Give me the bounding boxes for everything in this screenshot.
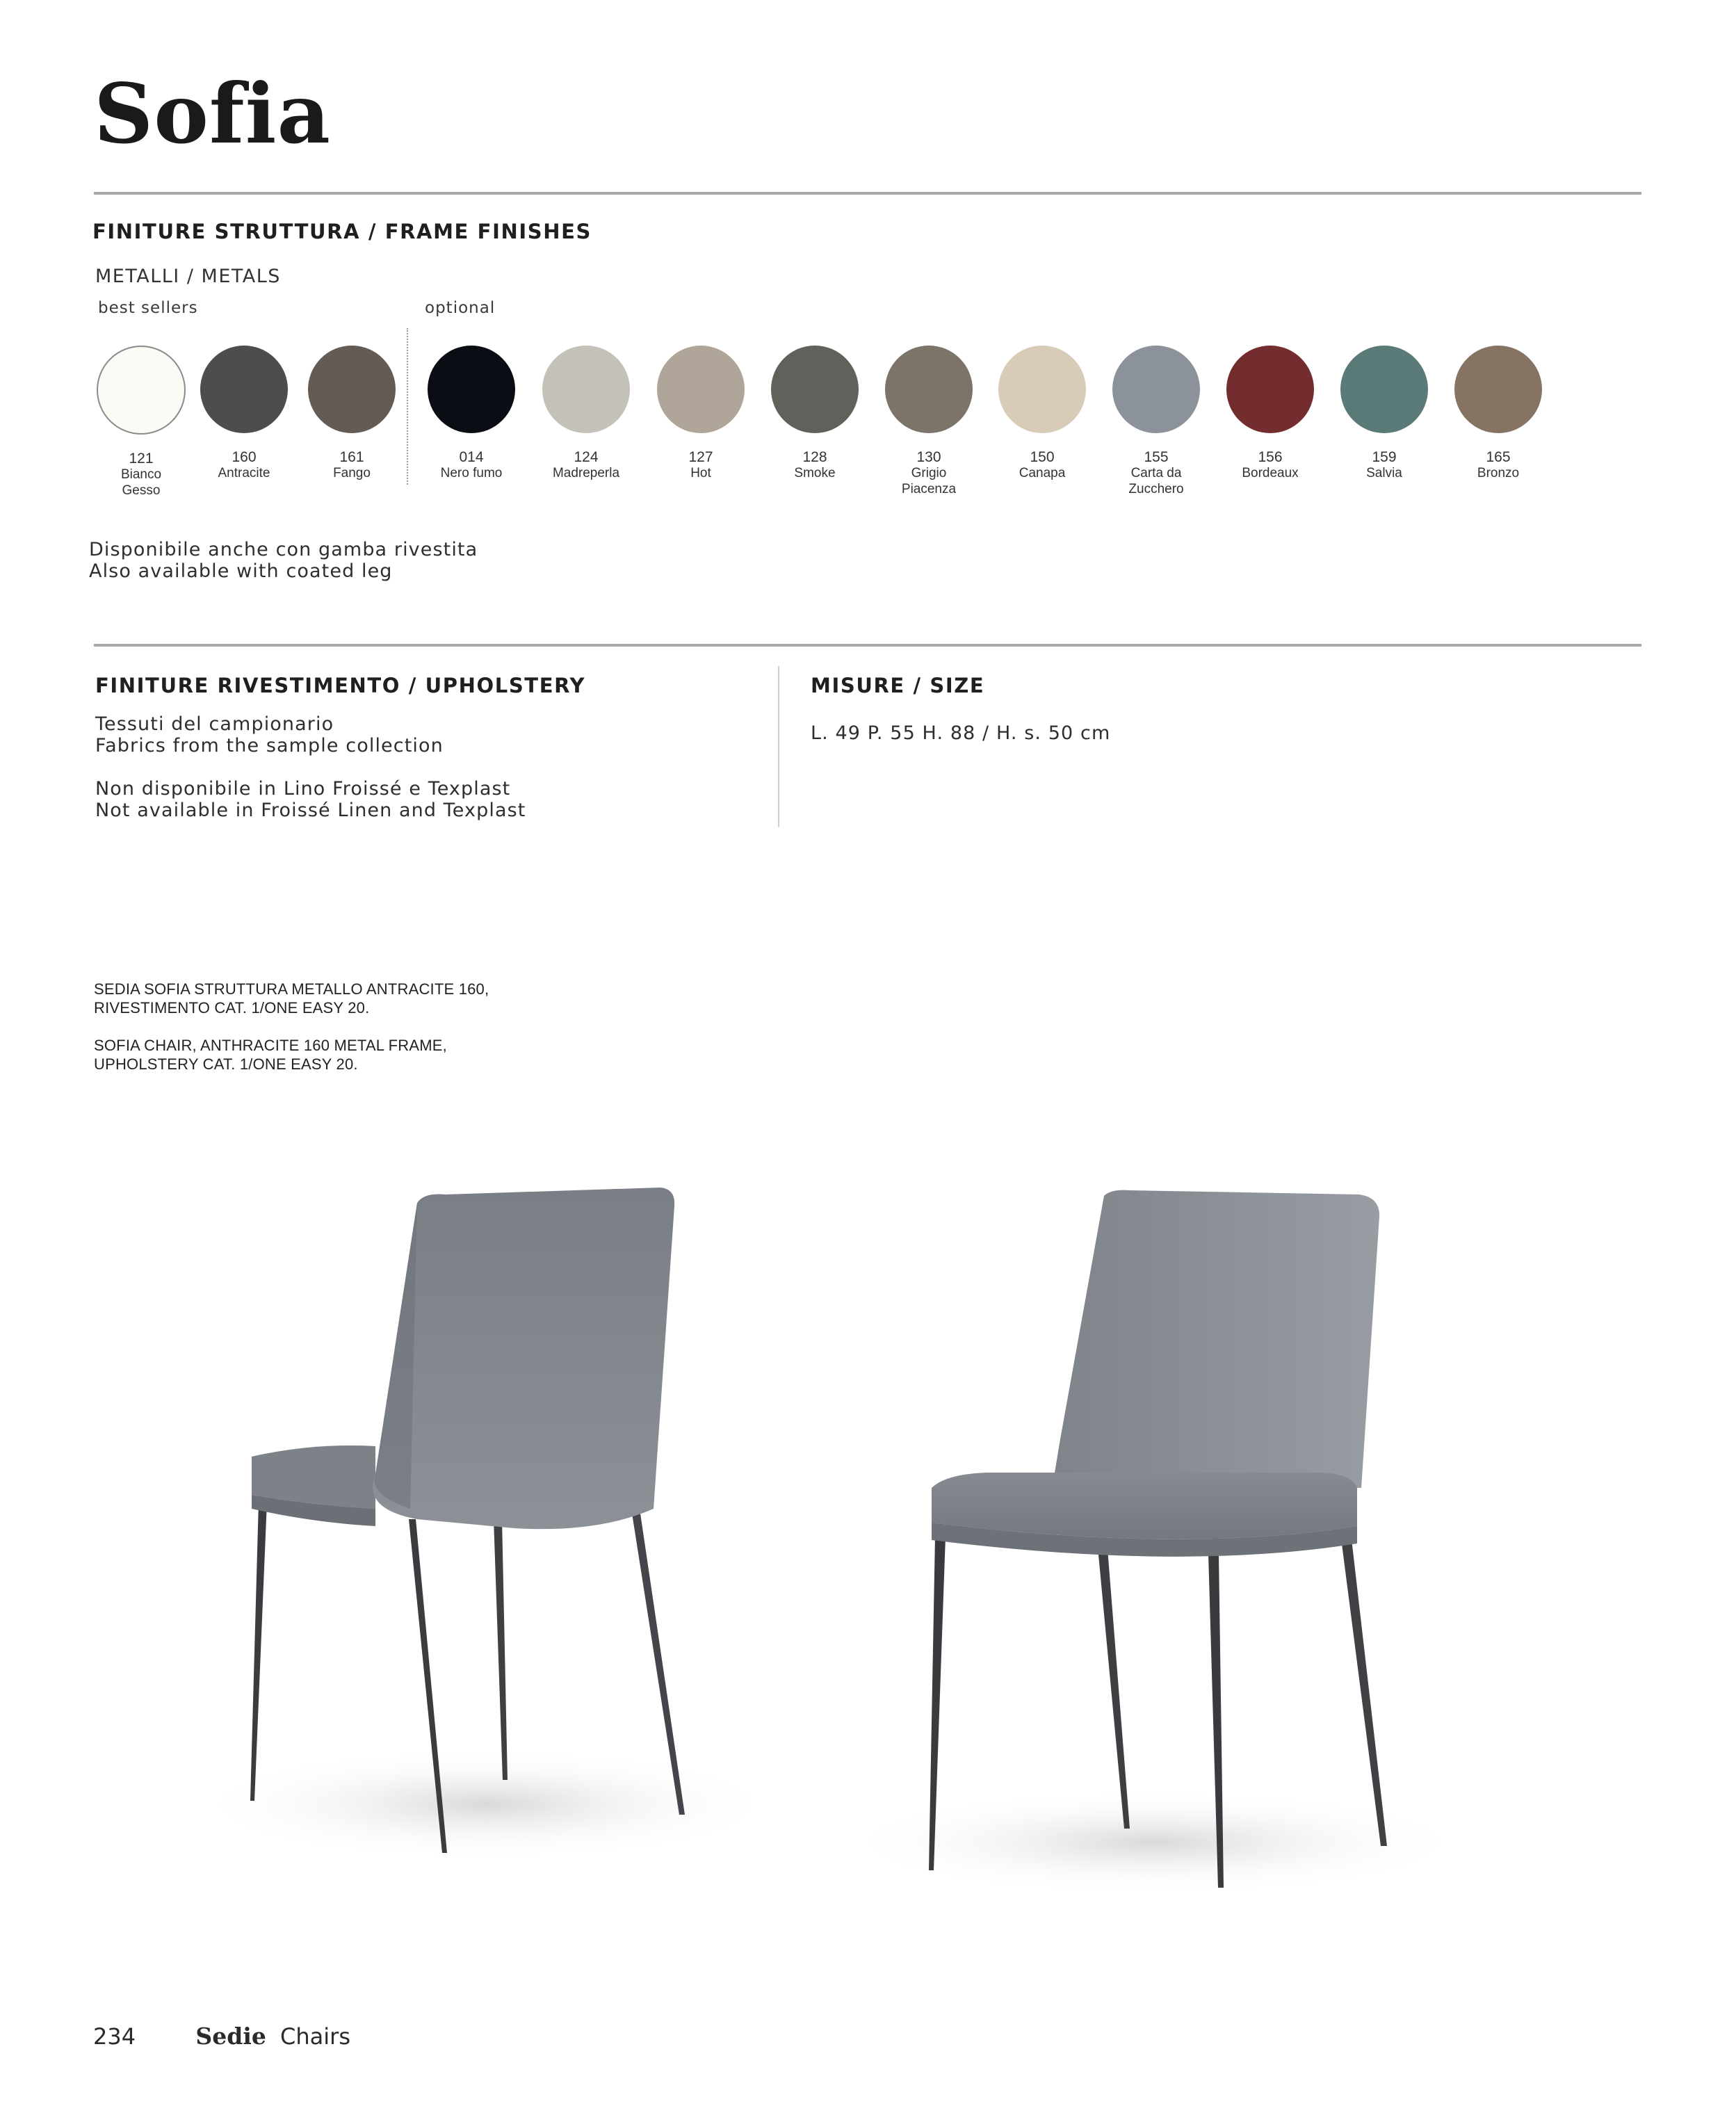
swatch-name: Madreperla (552, 466, 620, 480)
size-heading: MISURE / SIZE (811, 674, 985, 697)
swatch-name: Smoke (794, 466, 836, 480)
swatch-code: 159 (1372, 449, 1397, 465)
chair-back-view (195, 1188, 779, 1860)
color-swatch (308, 346, 396, 433)
coated-leg-note (89, 539, 478, 582)
upholstery-line: Tessuti del campionario (95, 713, 334, 735)
top-divider (94, 192, 1641, 195)
page-title: Sofia (94, 65, 331, 162)
color-swatch (657, 346, 745, 433)
size-value: L. 49 P. 55 H. 88 / H. s. 50 cm (811, 722, 1111, 744)
frame-finishes-heading: FINITURE STRUTTURA / FRAME FINISHES (92, 220, 592, 243)
metals-subheading: METALLI / METALS (95, 266, 281, 287)
color-swatch (200, 346, 288, 433)
swatch[interactable] (997, 346, 1087, 481)
photo-caption-it: SEDIA SOFIA STRUTTURA METALLO ANTRACITE 160, RIVESTIMENTO CAT. 1/ONE EASY 20. (94, 980, 489, 1016)
chair-front-view (841, 1190, 1467, 1895)
swatch[interactable] (541, 346, 631, 481)
swatch-name: Bianco Gesso (120, 467, 162, 498)
upholstery-heading: FINITURE RIVESTIMENTO / UPHOLSTERY (95, 674, 586, 697)
swatch-name: Grigio Piacenza (901, 466, 957, 496)
swatch-code: 014 (459, 449, 484, 465)
best-sellers-label: best sellers (98, 299, 198, 317)
section-label-it: Sedie (195, 2023, 266, 2050)
swatch-code: 150 (1030, 449, 1055, 465)
swatch-code: 121 (129, 451, 154, 467)
swatch-name: Hot (690, 466, 711, 480)
swatch-code: 156 (1258, 449, 1283, 465)
swatch[interactable] (656, 346, 746, 481)
swatch-code: 127 (688, 449, 713, 465)
color-swatch (1340, 346, 1428, 433)
page-footer (93, 2023, 350, 2050)
upholstery-line: Not available in Froissé Linen and Texplast (95, 800, 526, 821)
swatch-list (96, 346, 1584, 512)
section-label-en: Chairs (280, 2023, 350, 2050)
swatch-name: Carta da Zucchero (1128, 466, 1184, 496)
swatch[interactable] (96, 346, 186, 499)
swatch-code: 165 (1486, 449, 1511, 465)
color-swatch (1454, 346, 1542, 433)
swatch-code: 124 (574, 449, 599, 465)
upholstery-line: Non disponibile in Lino Froissé e Texplast (95, 778, 511, 800)
product-photo (0, 1147, 1736, 1968)
upholstery-text (95, 713, 526, 821)
swatch-name: Nero fumo (440, 466, 503, 480)
color-swatch (428, 346, 515, 433)
color-swatch (1112, 346, 1200, 433)
swatch[interactable] (199, 346, 289, 481)
swatch-code: 128 (802, 449, 827, 465)
optional-label: optional (425, 299, 496, 317)
swatch-name: Antracite (218, 466, 270, 480)
swatch-name: Canapa (1019, 466, 1066, 480)
color-swatch (998, 346, 1086, 433)
color-swatch (542, 346, 630, 433)
swatch[interactable] (1225, 346, 1315, 481)
swatch-code: 161 (339, 449, 364, 465)
color-swatch (1226, 346, 1314, 433)
column-divider (778, 666, 779, 827)
swatch[interactable] (1339, 346, 1429, 481)
color-swatch (771, 346, 859, 433)
coated-leg-note-it: Disponibile anche con gamba rivestita (89, 539, 478, 560)
middle-divider (94, 644, 1641, 647)
swatch[interactable] (1111, 346, 1201, 497)
page-number: 234 (93, 2023, 136, 2050)
photo-caption-en: SOFIA CHAIR, ANTHRACITE 160 METAL FRAME, UPHOLSTERY CAT. 1/ONE EASY 20. (94, 1037, 447, 1073)
swatch-name: Fango (333, 466, 371, 480)
swatch[interactable] (307, 346, 397, 481)
swatch[interactable] (770, 346, 860, 481)
coated-leg-note-en: Also available with coated leg (89, 560, 393, 582)
color-swatch (885, 346, 973, 433)
upholstery-line: Fabrics from the sample collection (95, 735, 444, 756)
color-swatch (97, 346, 186, 435)
swatch-code: 155 (1144, 449, 1169, 465)
swatch[interactable] (1453, 346, 1543, 481)
swatch[interactable] (426, 346, 517, 481)
swatch-name: Bronzo (1477, 466, 1520, 480)
swatch-name: Bordeaux (1242, 466, 1299, 480)
swatch-name: Salvia (1366, 466, 1402, 480)
swatch-code: 130 (916, 449, 941, 465)
swatch-code: 160 (232, 449, 257, 465)
swatch[interactable] (884, 346, 974, 497)
